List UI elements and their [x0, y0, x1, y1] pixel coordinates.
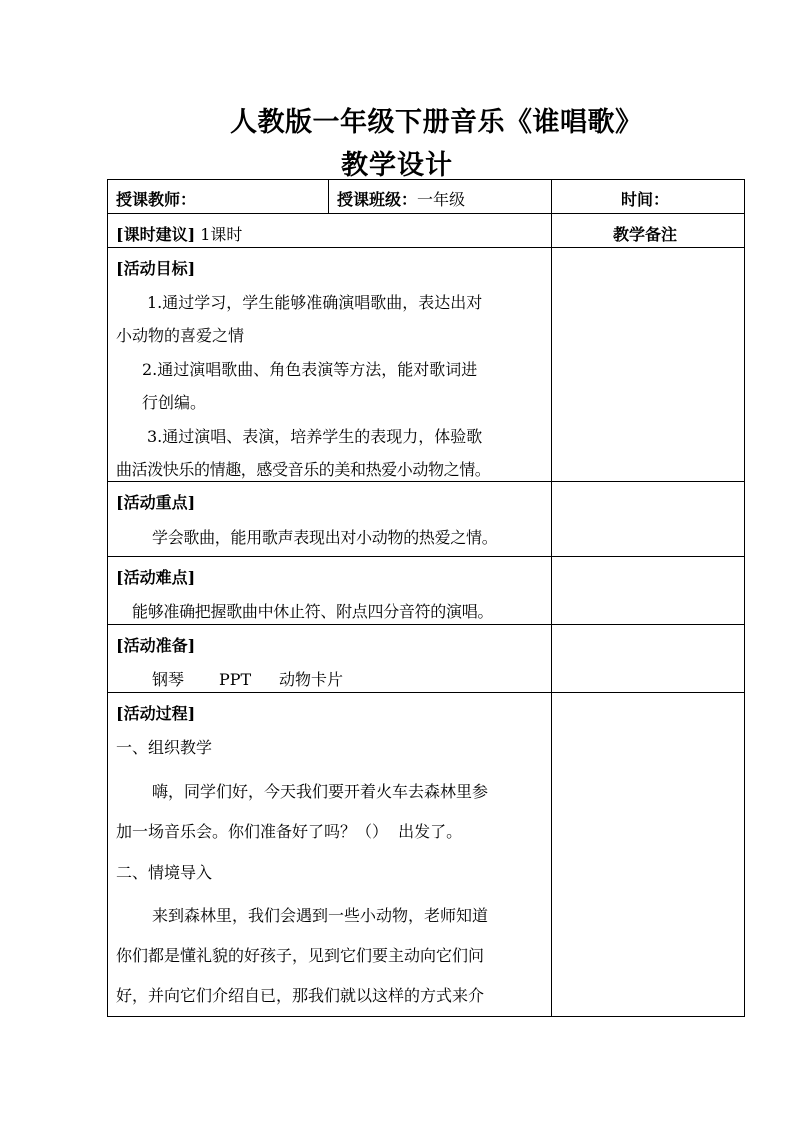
row-divider: [107, 692, 745, 693]
column-divider: [551, 179, 552, 1017]
row-divider: [107, 624, 745, 625]
hours-field: [116, 224, 242, 246]
table-border-bottom: [107, 1016, 745, 1017]
lesson-plan-table: [107, 179, 745, 1017]
goal-line: 行创编。: [142, 393, 207, 412]
row-divider: [107, 213, 745, 214]
preparation-heading: [活动准备]: [116, 636, 196, 655]
class-value: 一年级: [417, 190, 466, 209]
process-paragraph-line: 你们都是懂礼貌的好孩子，见到它们要主动向它们问: [116, 946, 485, 965]
table-border-right: [744, 179, 745, 1017]
hours-label: [课时建议]: [116, 225, 196, 244]
row-divider: [107, 481, 745, 482]
goal-line: 曲活泼快乐的情趣，感受音乐的美和热爱小动物之情。: [116, 460, 491, 479]
time-label: 时间：: [621, 190, 670, 209]
prep-item: 钢琴: [152, 670, 185, 689]
goal-line: 2.通过演唱歌曲、角色表演等方法，能对歌词进: [142, 360, 478, 379]
document-subtitle: 教学设计: [341, 150, 453, 181]
process-section-title: 二、情境导入: [116, 863, 213, 882]
process-heading: [活动过程]: [116, 704, 196, 723]
document-title: 人教版一年级下册音乐《谁唱歌》: [230, 107, 643, 138]
goals-heading: [活动目标]: [116, 259, 196, 278]
row-divider: [107, 556, 745, 557]
goal-line: 1.通过学习，学生能够准确演唱歌曲，表达出对: [147, 293, 483, 312]
difficulty-heading: [活动难点]: [116, 568, 196, 587]
key-points-text: 学会歌曲，能用歌声表现出对小动物的热爱之情。: [152, 528, 498, 547]
class-label: 授课班级：: [337, 190, 418, 209]
teacher-label: 授课教师：: [116, 190, 197, 209]
hours-value: 1课时: [200, 225, 243, 244]
key-points-heading: [活动重点]: [116, 493, 196, 512]
prep-item: 动物卡片: [279, 670, 344, 689]
process-paragraph-line: 加一场音乐会。你们准备好了吗？（） 出发了。: [116, 822, 463, 841]
process-paragraph-line: 来到森林里，我们会遇到一些小动物，老师知道: [152, 906, 489, 925]
difficulty-text: 能够准确把握歌曲中休止符、附点四分音符的演唱。: [132, 602, 494, 621]
notes-header: 教学备注: [613, 225, 678, 244]
class-field: [337, 189, 465, 211]
table-border-top: [107, 179, 745, 180]
row-divider: [107, 247, 745, 248]
process-section-title: 一、组织教学: [116, 738, 213, 757]
process-paragraph-line: 好，并向它们介绍自已，那我们就以这样的方式来介: [116, 986, 485, 1005]
table-border-left: [107, 179, 108, 1017]
process-paragraph-line: 嗨，同学们好，今天我们要开着火车去森林里参: [152, 782, 489, 801]
column-divider: [328, 179, 329, 213]
goal-line: 小动物的喜爱之情: [116, 326, 245, 345]
prep-item: PPT: [219, 670, 252, 689]
goal-line: 3.通过演唱、表演，培养学生的表现力，体验歌: [147, 427, 483, 446]
